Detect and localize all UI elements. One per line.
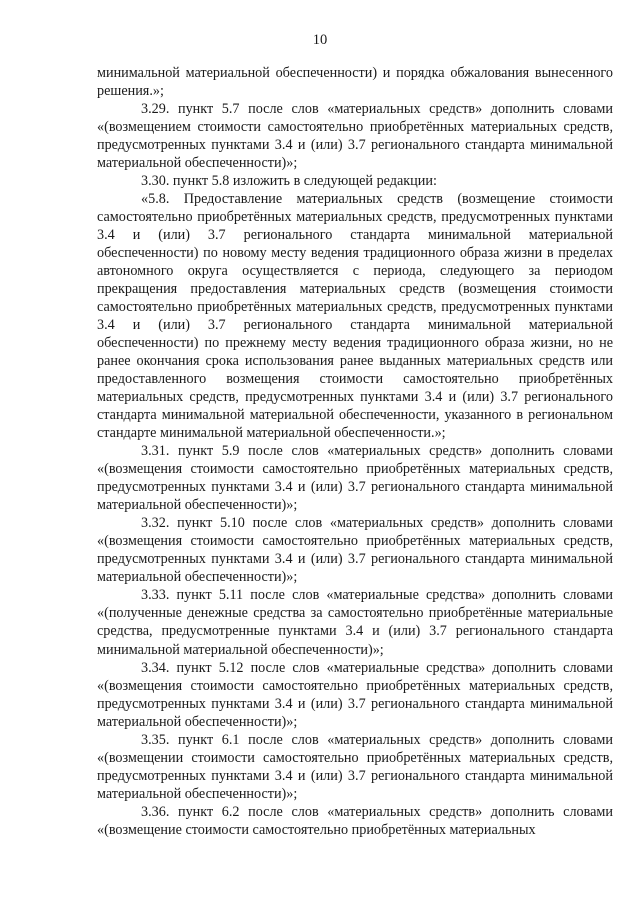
clause-3-33: 3.33. пункт 5.11 после слов «материальные средства» дополнить словами «(полученные денежные средства за самостоятельно приобретённые материальные средства, предусмотренные пунктами 3.4 и (или) 3.7 регионального стандарта минимальной материальной обеспеченности)»; — [97, 587, 613, 658]
clause-3-36: 3.36. пункт 6.2 после слов «материальных средств» дополнить словами «(возмещение стоимости самостоятельно приобретённых материальных — [97, 803, 613, 838]
clause-3-34: 3.34. пункт 5.12 после слов «материальные средства» дополнить словами «(возмещения стоимости самостоятельно приобретённых материальных средств, предусмотренных пунктами 3.4 и (или) 3.7 регионального стандарта минимальной материальной обеспеченности)»; — [97, 659, 613, 730]
clause-3-35: 3.35. пункт 6.1 после слов «материальных средств» дополнить словами «(возмещении стоимости самостоятельно приобретённых материальных средств, предусмотренных пунктами 3.4 и (или) 3.7 регионального стандарта минимальной материальной обеспеченности)»; — [97, 731, 613, 802]
clause-3-30: 3.30. пункт 5.8 изложить в следующей редакции: — [141, 173, 437, 190]
clause-5-8-new-text: «5.8. Предоставление материальных средств (возмещение стоимости самостоятельно приобретённых материальных средств, предусмотренных пунктами 3.4 и (или) 3.7 регионального стандарта минимальной материальной обеспеченности) по новому месту ведения традиционного образа жизни в пределах автономного округа осуществляется с периода, следующего за периодом прекращения предоставления материальных средств (возмещения стоимости самостоятельно приобретённых материальных средств, предусмотренных пунктами 3.4 и (или) 3.7 регионального стандарта минимальной материальной обеспеченности) по прежнему месту ведения традиционного образа жизни, но не ранее окончания срока использования ранее выданных материальных средств или предоставленного возмещения стоимости самостоятельно приобретённых материальных средств, предусмотренных пунктами 3.4 и (или) 3.7 регионального стандарта минимальной материальной обеспеченности, указанного в региональном стандарте минимальной материальной обеспеченности.»; — [97, 191, 613, 442]
continuation-paragraph: минимальной материальной обеспеченности) и порядка обжалования вынесенного решения.»; — [97, 65, 613, 100]
document-body — [97, 64, 613, 839]
clause-3-32: 3.32. пункт 5.10 после слов «материальных средств» дополнить словами «(возмещения стоимости самостоятельно приобретённых материальных средств, предусмотренных пунктами 3.4 и (или) 3.7 регионального стандарта минимальной материальной обеспеченности)»; — [97, 515, 613, 586]
clause-3-31: 3.31. пункт 5.9 после слов «материальных средств» дополнить словами «(возмещения стоимости самостоятельно приобретённых материальных средств, предусмотренных пунктами 3.4 и (или) 3.7 регионального стандарта минимальной материальной обеспеченности)»; — [97, 443, 613, 514]
clause-3-29: 3.29. пункт 5.7 после слов «материальных средств» дополнить словами «(возмещением стоимости самостоятельно приобретённых материальных средств, предусмотренных пунктами 3.4 и (или) 3.7 регионального стандарта минимальной материальной обеспеченности)»; — [97, 101, 613, 172]
page-number: 10 — [312, 32, 328, 48]
